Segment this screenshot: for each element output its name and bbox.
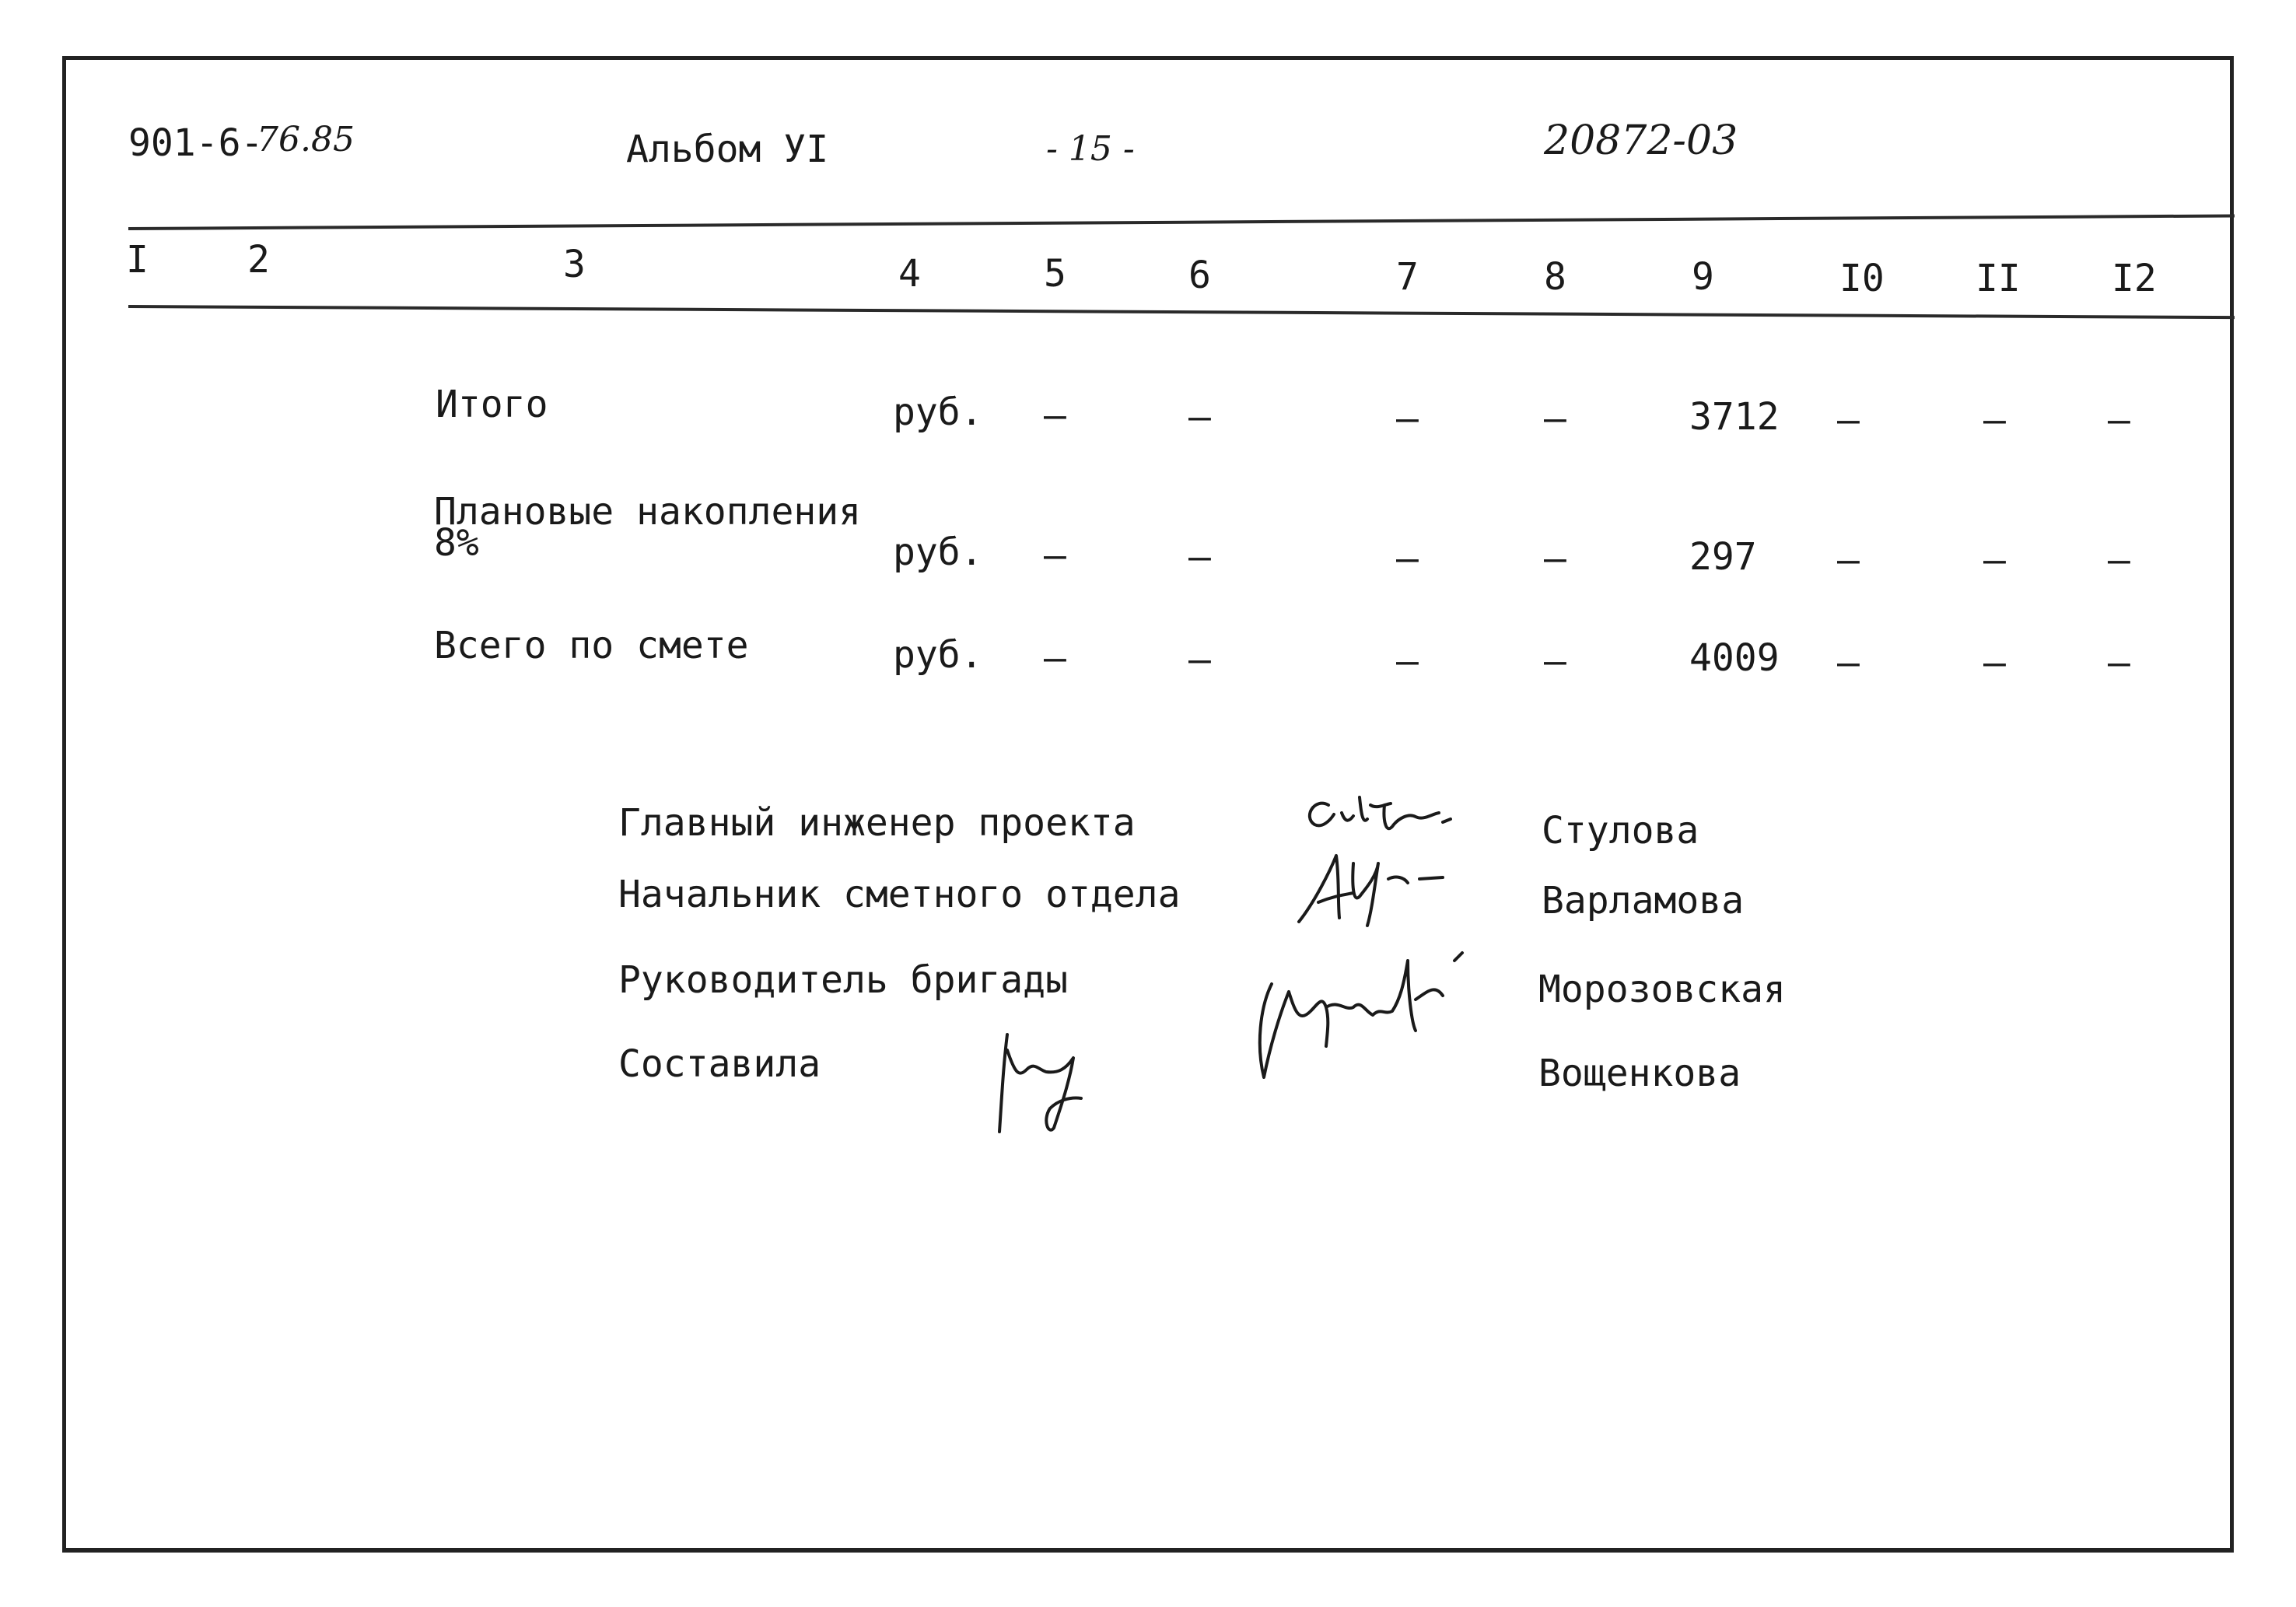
document-frame — [62, 56, 2234, 1553]
column-header-2: 2 — [247, 238, 270, 282]
row-unit: руб. — [893, 390, 983, 434]
album-label: Альбом УI — [626, 128, 829, 171]
column-header-6: 6 — [1188, 254, 1211, 297]
signature-role-team-lead: Руководитель бригады — [618, 958, 1068, 1002]
signature-name-estimate-head: Варламова — [1542, 879, 1745, 923]
doc-code-printed: 901-6- — [128, 121, 264, 165]
cell-c10: – — [1837, 538, 1860, 582]
column-header-10: I0 — [1839, 257, 1885, 300]
signature-role-estimate-head: Начальник сметного отдела — [618, 873, 1181, 916]
signature-mark-chief-engineer — [1299, 782, 1470, 844]
column-header-7: 7 — [1396, 255, 1419, 299]
cell-c8: – — [1544, 639, 1566, 683]
row-label-planned-percent: 8% — [434, 521, 479, 565]
cell-c6: – — [1188, 535, 1211, 579]
signature-name-team-lead: Морозовская — [1538, 968, 1786, 1011]
cell-c12: – — [2108, 538, 2130, 582]
cell-c8: – — [1544, 397, 1566, 440]
row-label-planned: Плановые накопления — [434, 490, 862, 534]
signature-mark-compiler — [988, 1027, 1104, 1136]
cell-c7: – — [1396, 639, 1419, 683]
cell-c9: 3712 — [1689, 395, 1780, 439]
cell-c11: – — [1983, 538, 2006, 582]
signature-mark-team-lead — [1248, 937, 1489, 1085]
signature-name-compiler: Вощенкова — [1538, 1052, 1741, 1095]
cell-c9: 297 — [1689, 535, 1757, 579]
cell-c12: – — [2108, 398, 2130, 442]
signature-mark-estimate-head — [1291, 848, 1454, 933]
row-label-total: Итого — [436, 383, 548, 426]
signature-name-chief-engineer: Стулова — [1542, 809, 1699, 853]
cell-c5: – — [1044, 636, 1066, 680]
cell-c11: – — [1983, 398, 2006, 442]
cell-c5: – — [1044, 534, 1066, 577]
cell-c12: – — [2108, 641, 2130, 684]
row-unit: руб. — [893, 530, 983, 574]
column-header-8: 8 — [1544, 255, 1566, 299]
signature-role-chief-engineer: Главный инженер проекта — [618, 801, 1136, 845]
cell-c6: – — [1188, 395, 1211, 439]
column-header-11: II — [1976, 257, 2021, 300]
column-header-12: I2 — [2112, 257, 2157, 300]
cell-c6: – — [1188, 638, 1211, 681]
cell-c10: – — [1837, 641, 1860, 684]
cell-c10: – — [1837, 398, 1860, 442]
column-header-1: I — [126, 238, 149, 282]
column-header-3: 3 — [563, 243, 586, 286]
doc-code-handwritten: 76.85 — [257, 120, 355, 159]
cell-c7: – — [1396, 397, 1419, 440]
signature-role-compiler: Составила — [618, 1042, 821, 1086]
column-header-5: 5 — [1044, 252, 1066, 296]
row-label-grand-total: Всего по смете — [434, 624, 749, 667]
cell-c7: – — [1396, 537, 1419, 580]
cell-c11: – — [1983, 641, 2006, 684]
column-header-9: 9 — [1692, 255, 1714, 299]
page-number: - 15 - — [1046, 129, 1135, 169]
column-header-4: 4 — [898, 252, 921, 296]
cell-c9: 4009 — [1689, 636, 1780, 680]
row-unit: руб. — [893, 633, 983, 677]
cell-c8: – — [1544, 537, 1566, 580]
doc-number: 20872-03 — [1544, 117, 1738, 164]
cell-c5: – — [1044, 394, 1066, 437]
